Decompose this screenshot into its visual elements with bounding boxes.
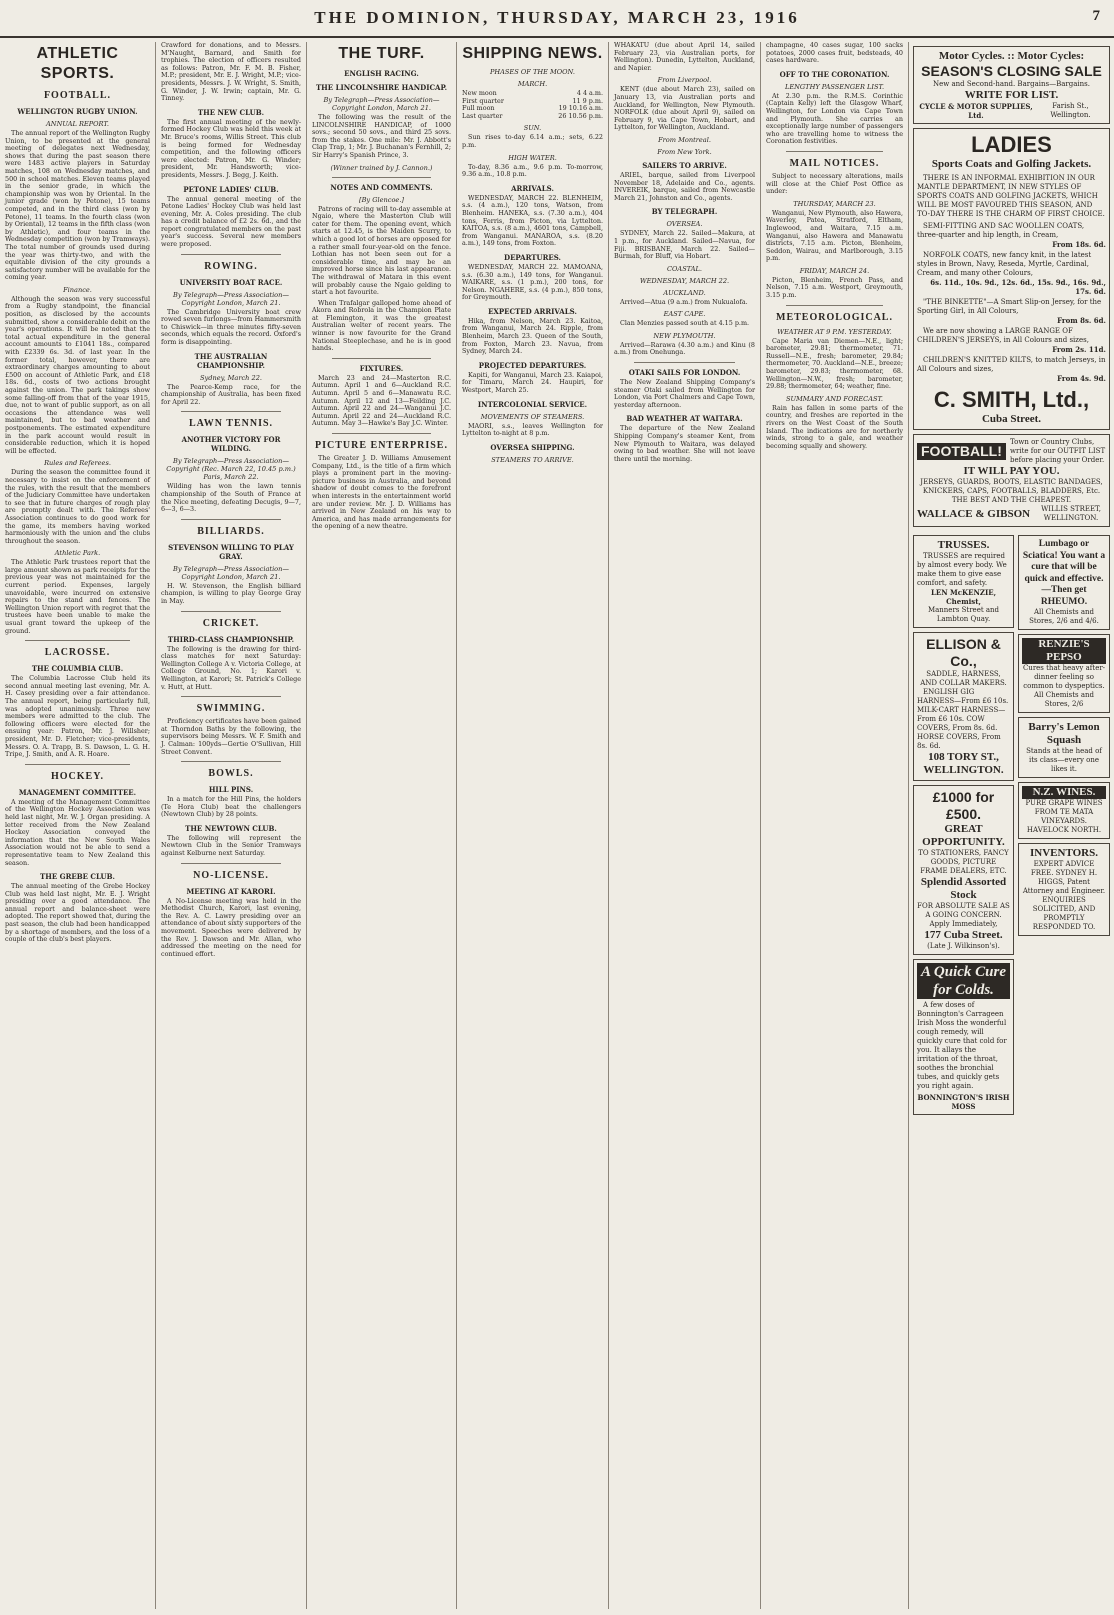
ad-text: All Chemists and Stores, 2/6 (1033, 691, 1095, 708)
article-text: To-day, 8.36 a.m., 9.6 p.m. To-morrow, 9.36 a.m., 10.8 p.m. (462, 162, 603, 179)
ad-item: NORFOLK COATS, new fancy knit, in the latest styles in Brown, Navy, Reseda, Myrtle, Cardinal, Cream, and many other Colours, (917, 251, 1092, 277)
ad-barry-lemon-squash (1018, 717, 1110, 778)
ad-headline: Lumbago or Sciatica! You want a cure that will be quick and effective.—Then get RHEUMO. (1022, 539, 1106, 607)
ad-firm: LEN McKENZIE, Chemist, (930, 588, 997, 606)
article-text: The Athletic Park trustees report that the large amount shown as park receipts for the previous year was not maintained for the current period. Expenses, largely unavoidable, were incurred on extensive repairs to the stand and fences. The Wellington Union report with regret that the trustees have been unable to make the usual grant toward the upkeep of the ground. (5, 558, 150, 635)
ad-inventors (1018, 843, 1110, 936)
ad-headline: LADIES (971, 132, 1052, 157)
article-text: Arrived—Rarawa (4.30 a.m.) and Kinu (8 a.m.) from Onehunga. (614, 340, 755, 357)
ad-text: New and Second-hand. Bargains—Bargains. (933, 80, 1090, 88)
moon-month: MARCH. (517, 80, 548, 88)
article-text: Clan Menzies passed south at 4.15 p.m. (620, 319, 750, 328)
ad-text: ENQUIRIES SOLICITED, AND PROMPTLY RESPONDED TO. (1032, 896, 1096, 931)
article-text: Sun rises to-day 6.14 a.m.; sets, 6.22 p.m. (462, 133, 603, 149)
masthead (0, 0, 1114, 38)
article-text: Arrived—Atua (9 a.m.) from Nukualofa. (620, 297, 748, 306)
ad-text: WRITE FOR LIST. (964, 89, 1059, 101)
ad-address: 108 TORY ST., WELLINGTON. (923, 751, 1004, 776)
heading-wilding: ANOTHER VICTORY FOR WILDING. (181, 435, 281, 454)
table-row: First quarter 11 9 p.m. (462, 96, 603, 105)
ad-text: EXPERT ADVICE FREE. SYDNEY H. HIGGS, Patent Attorney and Engineer. (1022, 860, 1106, 895)
ad-address: Manners Street and Lambton Quay. (927, 606, 1000, 623)
byline: By Telegraph—Press Association—Copyright London, March 21. (173, 564, 289, 581)
article-text: The Columbia Lacrosse Club held its second annual meeting last evening, Mr. A. H. Casey presiding over a fair attendance. The annual report, being particularly full, was adopted unanimously. Three new members were admitted to the club. The following officers were elected for the ensuing year: Patron, Mr. J. Willsher; president, Mr. D. Fletcher; vice-presidents, Messrs. O. A. Trapp, B. S. Dawson, L. G. H. Tripe, J. Smith, and A. R. Hoare. (5, 674, 150, 759)
column-shipping-continued (609, 42, 761, 1609)
article-text: In a match for the Hill Pins, the holders (Te Hora Club) beat the challengers (Newtown Club) by 28 points. (161, 795, 301, 819)
heading-newtown: THE NEWTOWN CLUB. (185, 823, 277, 833)
heading-coastal: COASTAL. (666, 264, 702, 273)
ad-text: Splendid Assorted Stock (920, 876, 1007, 901)
heading-grebe: THE GREBE CLUB. (40, 872, 115, 882)
ad-item: CHILDREN'S KNITTED KILTS, to match Jerseys, in All Colours and sizes, (917, 356, 1106, 373)
heading-coronation: OFF TO THE CORONATION. (779, 69, 890, 79)
divider (181, 519, 281, 520)
ad-opportunity (913, 785, 1014, 955)
ad-row-split (913, 531, 1110, 1119)
heading-no-license: NO-LICENSE. (193, 869, 269, 881)
mail-date-friday: FRIDAY, MARCH 24. (799, 266, 870, 275)
heading-stevenson: STEVENSON WILLING TO PLAY GRAY. (168, 542, 294, 561)
heading-high-water: HIGH WATER. (508, 153, 557, 162)
ad-price: 6s. 11d., 10s. 9d., 12s. 6d., 15s. 9d., 16s. 9d., 17s. 6d. (930, 278, 1106, 296)
heading-billiards: BILLIARDS. (197, 525, 265, 537)
byline: By Telegraph—Press Association—Copyright London, March 21. (323, 96, 440, 112)
ad-headline: TRUSSES. (937, 539, 990, 551)
ad-ladies-sports-coats (913, 128, 1110, 430)
byline: [By Glencoe.] (359, 195, 404, 204)
ad-subheading: SADDLE, HARNESS, AND COLLAR MAKERS. (920, 670, 1007, 687)
heading-management: MANAGEMENT COMMITTEE. (18, 787, 137, 797)
heading-intercolonial: INTERCOLONIAL SERVICE. (477, 399, 588, 409)
article-text: WHAKATU (due about April 14, sailed February 23, via Australian ports, for Wellington). Dunedin, Lyttelton, Auckland, and Napier. (614, 42, 755, 72)
ad-subheading: Sports Coats and Golfing Jackets. (931, 158, 1092, 170)
heading-oversea-shipping: OVERSEA SHIPPING. (490, 442, 575, 452)
ad-text: Cures that heavy after-dinner feeling so common to dyspeptics. (1022, 664, 1106, 690)
coastal-date: WEDNESDAY, MARCH 22. (639, 276, 730, 285)
ad-price: From 8s. 6d. (1057, 316, 1106, 325)
ad-rheumo (1018, 535, 1110, 630)
heading-karori: MEETING AT KARORI. (186, 886, 276, 896)
ad-item: "THE BINKETTE"—A Smart Slip-on Jersey, for the Sporting Girl, in All Colours, (917, 298, 1102, 315)
ad-text: TRUSSES are required by almost every body. We make them to give ease comfort, and safety. (917, 552, 1007, 587)
divider (25, 764, 130, 765)
article-text: The first annual meeting of the newly-formed Hockey Club was held this week at Mr. Bruce's rooms, Willis Street. This club is being formed for Wednesday competition, and the following officers were elected: Patron, Mr. G. Winder; president, Mr. Handsworth; vice-presidents, Messrs. J. Begg, J. Keith. (161, 117, 301, 179)
divider (332, 433, 431, 434)
ad-headline: Barry's Lemon Squash (1028, 721, 1100, 746)
divider (634, 362, 735, 363)
article-text: The following is the drawing for third-class matches for next Saturday: Wellington College A v. Victoria College, at College Ground, No. 1; Karori v. Wellington, at Karori; St. Patrick's College v. Hutt, at Hutt. (161, 644, 301, 691)
article-text: The annual report of the Wellington Rugby Union, to be presented at the general meeting of delegates next Wednesday, shows that during the past season there were 1483 active players in Saturday matches, 108 on Wednesday matches, and 500 in school matches. Eleven teams played in the senior grade, in which the championship was won by Oriental. In the junior grade (won by Petone), 15 teams competed, and in the third class (won by Petone), 11 teams. In the fourth class (won by Oriental), 12 teams in the fifth class (won by Athletic), and four teams in the Wednesday competition (won by Tramways). The total number of grounds used during the year was thirty-two, and with the equitable division of the city grounds a satisfactory number will be available for the coming year. (5, 129, 150, 282)
ad-item: SEMI-FITTING AND SAC WOOLLEN COATS, three-quarter and hip length, in Cream, (917, 222, 1085, 239)
heading-sun: SUN. (523, 124, 542, 133)
ad-text: THERE IS AN INFORMAL EXHIBITION IN OUR MANTLE DEPARTMENT, IN NEW STYLES OF SPORTS COATS AND GOLFING JACKETS, WHICH WILL BE MOST FAVOURED THIS SEASON, AND TO-DAY THERE IS THE CHARM OF FIRST CHOICE. (917, 174, 1105, 218)
heading-new-plymouth: NEW PLYMOUTH. (653, 331, 716, 340)
heading-expected: EXPECTED ARRIVALS. (488, 306, 577, 316)
ad-subheading: IT WILL PAY YOU. (963, 465, 1060, 477)
divider (181, 696, 281, 697)
article-text: When Trafalgar galloped home ahead of Akora and Robrola in the Champion Plate at Flemington, it was the greatest Australian welter of recent years. The winner is now favourite for the Grand National Steeplechase, and he is in good hands. (312, 298, 451, 353)
heading-from-liverpool: From Liverpool. (657, 76, 712, 85)
article-text: The Cambridge University boat crew rowed seven furlongs—from Hammersmith to Chiswick—in three minutes fifty-seven seconds, which equals the record. Oxford's form is disappointing. (161, 307, 301, 347)
divider (786, 151, 883, 152)
article-text: WEDNESDAY, MARCH 22. BLENHEIM, s.s. (4 a.m.), 120 tons, Watson, from Blenheim. HANEKA, s.s. (7.30 a.m.), 404 tons, Ferris, from Picton, via Lyttelton. KAITOA, s.s. (8 a.m.), 4601 tons, Campbell, from Wanganui. MANAROA, s.s. (8.20 a.m.), 149 tons, from Foxton. (462, 193, 603, 248)
ad-text: TO STATIONERS, FANCY GOODS, PICTURE FRAME DEALERS, ETC. (918, 849, 1009, 875)
article-text: ARIEL, barque, sailed from Liverpool November 18, Adelaide and Co., agents. INVEREIK, barque, sailed from Newcastle March 21, Johnston and Co., agents. (614, 170, 755, 202)
article-text: Kapiti, for Wanganui, March 23. Kaiapoi, for Timaru, March 24. Haupiri, for Westport, March 25. (462, 370, 603, 395)
heading-lacrosse: LACROSSE. (44, 647, 111, 659)
byline: By Telegraph—Press Association—Copyright London, March 21. (173, 290, 289, 307)
section-heading-athletic: ATHLETIC SPORTS. (36, 45, 119, 82)
heading-otaki: OTAKI SAILS FOR LONDON. (628, 368, 741, 378)
ad-address: WILLIS STREET, WELLINGTON. (1041, 505, 1101, 522)
ad-ellison (913, 632, 1014, 781)
heading-swimming: SWIMMING. (196, 703, 266, 715)
page-number: 7 (1092, 8, 1100, 24)
divider (332, 358, 431, 359)
article-text: Wilding has won the lawn tennis championship of the South of France at the Nice meeting, defeating Decugis, 9—7, 6—3, 6—3. (161, 482, 301, 514)
ad-nz-wines (1018, 782, 1110, 839)
article-text: The annual meeting of the Grebe Hockey Club was held last night, Mr. E. J. Wright presiding over a good attendance. The annual report and balance-sheet were adopted. The report showed that, during the past season, the club had been handicapped by a shortage of members, and the loss of a couple of the club's best players. (5, 882, 150, 944)
article-text: Wanganui, New Plymouth, also Hawera, Waverley, Patea, Stratford, Eltham, Inglewood, and Waitara, 7.15 a.m. Wanganui, also Hawera and Manawatu districts, 7.15 a.m. Picton, Blenheim, Seddon, Wairau, and Marlborough, 3.15 p.m. (766, 208, 903, 263)
article-text: Subject to necessary alterations, mails will close at the Chief Post Office as under: (766, 171, 903, 196)
ad-text: JERSEYS, GUARDS, BOOTS, ELASTIC BANDAGES, KNICKERS, CAPS, FOOTBALLS, BLADDERS, Etc. (920, 478, 1103, 495)
ad-headline: FOOTBALL! (917, 443, 1006, 460)
ad-price: From 4s. 9d. (1057, 374, 1106, 383)
mail-date-thursday: THURSDAY, MARCH 23. (793, 199, 876, 208)
heading-bad-weather: BAD WEATHER AT WAITARA. (626, 414, 743, 424)
column-notices (761, 42, 909, 1609)
heading-aus-championship: THE AUSTRALIAN CHAMPIONSHIP. (194, 351, 268, 370)
ad-headline: SEASON'S CLOSING SALE (921, 63, 1102, 79)
heading-auckland: AUCKLAND. (663, 288, 706, 297)
ad-item: We are now showing a LARGE RANGE OF CHILDREN'S JERSEYS, in All Colours and sizes, (917, 327, 1089, 344)
article-text: Hika, from Nelson, March 23. Kaitoa, from Wanganui, March 24. Ripple, from Blenheim, March 23. Queen of the South, from Foxton, March 23. Navua, from Sydney, March 24. (462, 316, 603, 356)
article-text: A No-License meeting was held in the Methodist Church, Karori, last evening, the Rev. A. C. Lawry presiding over an attendance of about sixty supporters of the movement. Speeches were delivered by the Rev. J. Dawson and Mr. Allan, who addressed the meeting on the need for continued effort. (161, 896, 302, 958)
ad-text: FOR ABSOLUTE SALE AS A GOING CONCERN. (917, 902, 1010, 919)
article-text: SYDNEY, March 22. Sailed—Makura, at 1 p.m., for Auckland. Sailed—Navua, for Fiji. BRISBANE, March 22. Sailed—Burmah, for Bluff, via Hobart. (614, 229, 755, 261)
article-text: Crawford for donations, and to Messrs. M'Naught, Barnard, and Smith for trophies. The election of officers resulted as follows: Patron, Mr. F. M. B. Fisher, M.P.; president, Mr. E. J. Wright, M.P.; vice-presidents, Messrs. J. W. Wright, S. Smith, G. Winder, J. W. Irwin; captain, Mr. G. Tinney. (161, 42, 301, 103)
heading-lawn-tennis: LAWN TENNIS. (188, 418, 274, 430)
heading-east-cape: EAST CAPE. (663, 310, 706, 319)
article-text: WEDNESDAY, MARCH 22. MAMOANA, s.s. (6.30 a.m.), 149 tons, for Wanganui. WAIKARE, s.s. (1 p.m.), 200 tons, for Nelson. NGAHERE, s.s. (4 p.m.), 850 tons, for Greymouth. (462, 262, 603, 302)
heading-cricket: CRICKET. (202, 617, 260, 629)
article-text: Although the season was very successful from a Rugby standpoint, the financial position, as disclosed by the accounts submitted, show a considerable debit on the year's operations. It will be noted that the total actual expenditure in the general account amounts to £1041 18s., compared with £2339 6s. 3d. of last year. In the former total, however, there are extraordinary charges amounting to about £500 on account of Athletic Park, and £18 18s. 6d., costs of two actions brought against the union. The park takings show some falling-off from that of the year 1915, due, not to want of public support, as on all occasions the attendance was well maintained, but to bad weather and postponements. The estimated expenditure in the park account would result in considerable reduction, which it is hoped will be effected. (5, 294, 150, 455)
divider (181, 863, 281, 864)
heading-football: FOOTBALL. (43, 90, 112, 101)
column-athletic-sports (0, 42, 156, 1609)
heading-rowing: ROWING. (204, 260, 258, 272)
ad-address: 177 Cuba Street. (924, 929, 1003, 941)
article-text: Proficiency certificates have been gained at Thorndon Baths by the following, the supervisors being Messrs. W. F. Smith and J. Calman: 100yds—Gertie O'Sullivan, Hill Street Convent. (161, 717, 301, 756)
ad-text: THE BEST AND THE CHEAPEST. (951, 496, 1072, 504)
heading-notes: NOTES AND COMMENTS. (330, 182, 433, 192)
ad-firm: C. SMITH, Ltd., (933, 387, 1090, 412)
heading-departures: DEPARTURES. (504, 252, 561, 262)
table-row: New moon 4 4 a.m. (462, 89, 603, 97)
note: (Winner trained by J. Cannon.) (330, 163, 433, 172)
divider (181, 761, 281, 762)
heading-annual-report: ANNUAL REPORT. (46, 120, 109, 128)
ad-firm: WALLACE & GIBSON (917, 507, 1031, 520)
ad-text: A few doses of Bonnington's Carrageen Irish Moss the wonderful cough remedy, will quickly cure that cold for you. It allays the irritation of the throat, soothes the bronchial tubes, and quickly gets you right again. (917, 1001, 1007, 1090)
heading-sailers: SAILERS TO ARRIVE. (642, 160, 727, 170)
ad-headline: INVENTORS. (1030, 847, 1098, 859)
ad-price: From 2s. 11d. (1052, 345, 1106, 354)
heading-boat-race: UNIVERSITY BOAT RACE. (179, 277, 283, 287)
table-row: Last quarter 26 10.56 p.m. (462, 111, 603, 120)
divider (181, 411, 281, 412)
column-sports-continued (156, 42, 307, 1609)
column-advertisements (909, 42, 1114, 1609)
heading-movements: MOVEMENTS OF STEAMERS. (480, 412, 585, 421)
article-text: The annual general meeting of the Petone Ladies' Hockey Club was held last evening, Mr. A. Coles presiding. The club has a credit balance of £2 2s. 6d., and the report congratulated members on the past year's success. Several new members were proposed. (161, 194, 301, 249)
ad-text: Town or Country Clubs, write for our OUTFIT LIST before placing your Order. (1010, 438, 1106, 464)
heading-mail-notices: MAIL NOTICES. (789, 157, 880, 169)
byline: Sydney, March 22. (199, 373, 262, 382)
heading-columbia: THE COLUMBIA CLUB. (31, 664, 124, 674)
ad-quick-cure (913, 959, 1014, 1115)
ad-pepso (1018, 634, 1110, 713)
article-text: MAORI, s.s., leaves Wellington for Lyttelton to-night at 8 p.m. (462, 421, 603, 438)
byline: By Telegraph—Press Association—Copyright (Rec. March 22, 10.45 p.m.) Paris, March 22. (166, 457, 296, 482)
heading-by-telegraph: BY TELEGRAPH. (651, 207, 718, 217)
article-text: Cape Maria van Diemen—N.E., light; barometer, 29.81; thermometer, 71. Russell—N.E., fresh; barometer, 29.84; thermometer, 70. Auckland—N.E., breeze; barometer, 29.83; thermometer, 68. Wellington—N.W., fresh; barometer, 29.88; thermometer, 64; weather, fine. (766, 336, 903, 391)
article-text: The departure of the New Zealand Shipping Company's steamer Kent, from New Plymouth to Waitara, was delayed owing to bad weather. She will not leave there until the morning. (614, 424, 755, 463)
heading-from-new-york: From New York. (657, 147, 712, 156)
heading-bowls: BOWLS. (208, 768, 254, 780)
heading-hill-pins: HILL PINS. (208, 785, 254, 795)
heading-third-class: THIRD-CLASS CHAMPIONSHIP. (167, 634, 295, 644)
table-row: Full moon 19 10.16 a.m. (462, 104, 603, 113)
divider (786, 305, 883, 306)
ad-text: Apply Immediately, (929, 920, 998, 928)
ad-title: Motor Cycles. :: Motor Cycles: (938, 50, 1085, 62)
article-text: The following will represent the Newtown Club in the Senior Tramways against Kelburne next Saturday. (161, 833, 301, 858)
column-shipping (457, 42, 609, 1609)
article-text: Picton, Blenheim, French Pass, and Nelson, 7.15 a.m. Westport, Greymouth, 3.15 p.m. (766, 275, 903, 300)
ad-headline: N.Z. WINES. (1022, 786, 1106, 799)
heading-oversea: OVERSEA. (666, 220, 703, 229)
ad-text: Stands at the head of its class—every one likes it. (1026, 747, 1102, 773)
heading-hockey: HOCKEY. (50, 770, 105, 782)
masthead-title: THE DOMINION, THURSDAY, MARCH 23, 1916 (314, 8, 800, 27)
ad-headline: ELLISON & Co., (926, 636, 1001, 669)
ad-headline: A Quick Cure for Colds. (917, 963, 1010, 999)
ad-text: PURE GRAPE WINES FROM TE MATA VINEYARDS. HAVELOCK NORTH. (1025, 799, 1103, 834)
heading-projected: PROJECTED DEPARTURES. (478, 360, 587, 370)
heading-fixtures: FIXTURES. (359, 363, 404, 373)
heading-passenger-list: LENGTHY PASSENGER LIST. (784, 82, 885, 91)
article-text: The New Zealand Shipping Company's steamer Otaki sailed from Wellington for London, via Port Chalmers and Cape Town, yesterday afternoon. (614, 378, 755, 409)
article-text: During the season the committee found it necessary to insist on the enforcement of the rules, with the result that the members of the Judiciary Committee have undertaken to see that in future charges of rough play are promptly dealt with. The Referees' Association continues to do good work for the game, its members having worked harmoniously with the union and the clubs throughout the season. (5, 468, 150, 545)
divider (25, 640, 130, 641)
heading-steamers-arrive: STEAMERS TO ARRIVE. (491, 455, 574, 464)
heading-picture-enterprise: PICTURE ENTERPRISE. (315, 440, 448, 451)
article-text: March 23 and 24—Masterton R.C. Autumn. April 1 and 6—Auckland R.C. Autumn. April 5 and 6—Manawatu R.C. Autumn. April 12 and 13—Feilding J.C. Autumn. April 22 and 24—Wanganui J.C. Autumn. April 22 and 24—Auckland R.C. Autumn. May 3—Hawke's Bay J.C. Winter. (312, 373, 451, 428)
article-text: KENT (due about March 23), sailed on January 13, via Australian ports and Auckland, for Wellington, New Plymouth. NORFOLK (due about April 9), sailed on February 9, via Cape Town, Hobart, and Lyttelton, for Wellington, Auckland. (614, 85, 755, 132)
divider (181, 611, 281, 612)
heading-new-club: THE NEW CLUB. (197, 107, 265, 117)
heading-weather-9pm: WEATHER AT 9 P.M. YESTERDAY. (777, 327, 892, 336)
ad-motor-cycles (913, 46, 1110, 124)
article-text: The Pearce-Kemp race, for the championship of Australia, has been fixed for April 22. (161, 382, 301, 406)
ad-footer: CYCLE & MOTOR SUPPLIES, Ltd. Farish St., Wellington. (919, 102, 1091, 120)
section-heading-shipping: SHIPPING NEWS. (462, 45, 603, 62)
ad-text: (Late J. Wilkinson's). (927, 942, 1000, 950)
article-text: champagne, 40 cases sugar, 100 sacks potatoes, 2000 cases fruit, bedsteads, 40 cases hardware. (766, 42, 903, 65)
ad-trusses (913, 535, 1014, 628)
ad-headline: RENZIE'S PEPSO (1022, 638, 1106, 664)
heading-moon: PHASES OF THE MOON. (489, 68, 576, 76)
ad-address: Cuba Street. (981, 413, 1042, 425)
heading-petone-ladies: PETONE LADIES' CLUB. (183, 184, 279, 194)
heading-rules: Rules and Referees. (44, 459, 111, 468)
article-text: A meeting of the Management Committee of the Wellington Hockey Association was held last night, Mr. W. J. Organ presiding. A letter received from the New Zealand Hockey Association conveyed the information that the New South Wales Association would not be able to send a representative team to New Zealand this season. (5, 797, 150, 867)
moon-phases-table (462, 90, 603, 120)
article-text: At 2.30 p.m. the R.M.S. Corinthic (Captain Kelly) left the Glasgow Wharf, Wellington, for London via Cape Town and Plymouth. She carries an exceptionally large number of passengers who are travelling home to witness the Coronation festivities. (766, 91, 903, 146)
ad-text: ENGLISH GIG HARNESS—From £6 10s. MILK-CART HARNESS—From £6 10s. COW COVERS, From 8s. 6d. HORSE COVERS, From 8s. 6d. (917, 688, 1009, 750)
divider (332, 177, 431, 178)
heading-meteorological: METEOROLOGICAL. (776, 311, 893, 323)
heading-athletic-park: Athletic Park. (54, 549, 101, 558)
ad-headline: £1000 for £500. (932, 789, 995, 822)
ad-price: From 18s. 6d. (1052, 240, 1106, 249)
heading-forecast: SUMMARY AND FORECAST. (785, 394, 884, 403)
heading-finance: Finance. (63, 285, 92, 294)
article-text: The following was the result of the LINCOLNSHIRE HANDICAP, of 1000 sovs.; second 50 sovs., and third 25 sovs. from the stakes. One mile: Mr. J. Abbott's Clap Trap, 1; Mr. J. Buchanan's Fernhill, 2; Sir Harry's Spanish Prince, 3. (312, 113, 451, 159)
column-turf (307, 42, 457, 1609)
heading-from-montreal: From Montreal. (658, 135, 711, 144)
divider (181, 254, 281, 255)
ad-brand: BONNINGTON'S IRISH MOSS (917, 1093, 1010, 1111)
ad-football (913, 434, 1110, 527)
heading-rugby-union: WELLINGTON RUGBY UNION. (17, 107, 138, 116)
article-text: Rain has fallen in some parts of the country, and freshes are reported in the rivers on the West Coast of the South Island. The indications are for northerly winds, strong to a gale, and weather becoming squally and showery. (766, 403, 903, 450)
article-text: The Greater J. D. Williams Amusement Company, Ltd., is the title of a firm which plays a prominent part in the moving-picture business in Australia, and beyond shadow of doubt comes to the forefront when interests in the entertainment world are under review. Mr. J. D. Williams has arrived in New Zealand on his way to America, and has made arrangements for the opening of a new theatre. (312, 454, 451, 531)
heading-lincolnshire: THE LINCOLNSHIRE HANDICAP. (315, 83, 448, 92)
section-heading-turf: THE TURF. (338, 45, 425, 62)
article-text: H. W. Stevenson, the English billiard champion, is willing to play George Gray in May. (161, 581, 301, 605)
article-text: Patrons of racing will to-day assemble at Ngaio, where the Masterton Club will cater for them. The opening event, which starts at 12.45, is the Maiden Scurry, to which a good lot of horses are opposed for a rather small four-year-old on the fence. Lothian has not been seen out for a considerable time, and may be an improved horse since his last appearance. The withdrawal of Matara in this event will probably cause the Ngaio gelding to start a hot favourite. (312, 204, 451, 297)
heading-arrivals: ARRIVALS. (511, 183, 554, 193)
ad-text: All Chemists and Stores, 2/6 and 4/6. (1029, 608, 1099, 625)
ad-subheading: GREAT OPPORTUNITY. (922, 823, 1005, 848)
heading-english-racing: ENGLISH RACING. (344, 69, 419, 78)
